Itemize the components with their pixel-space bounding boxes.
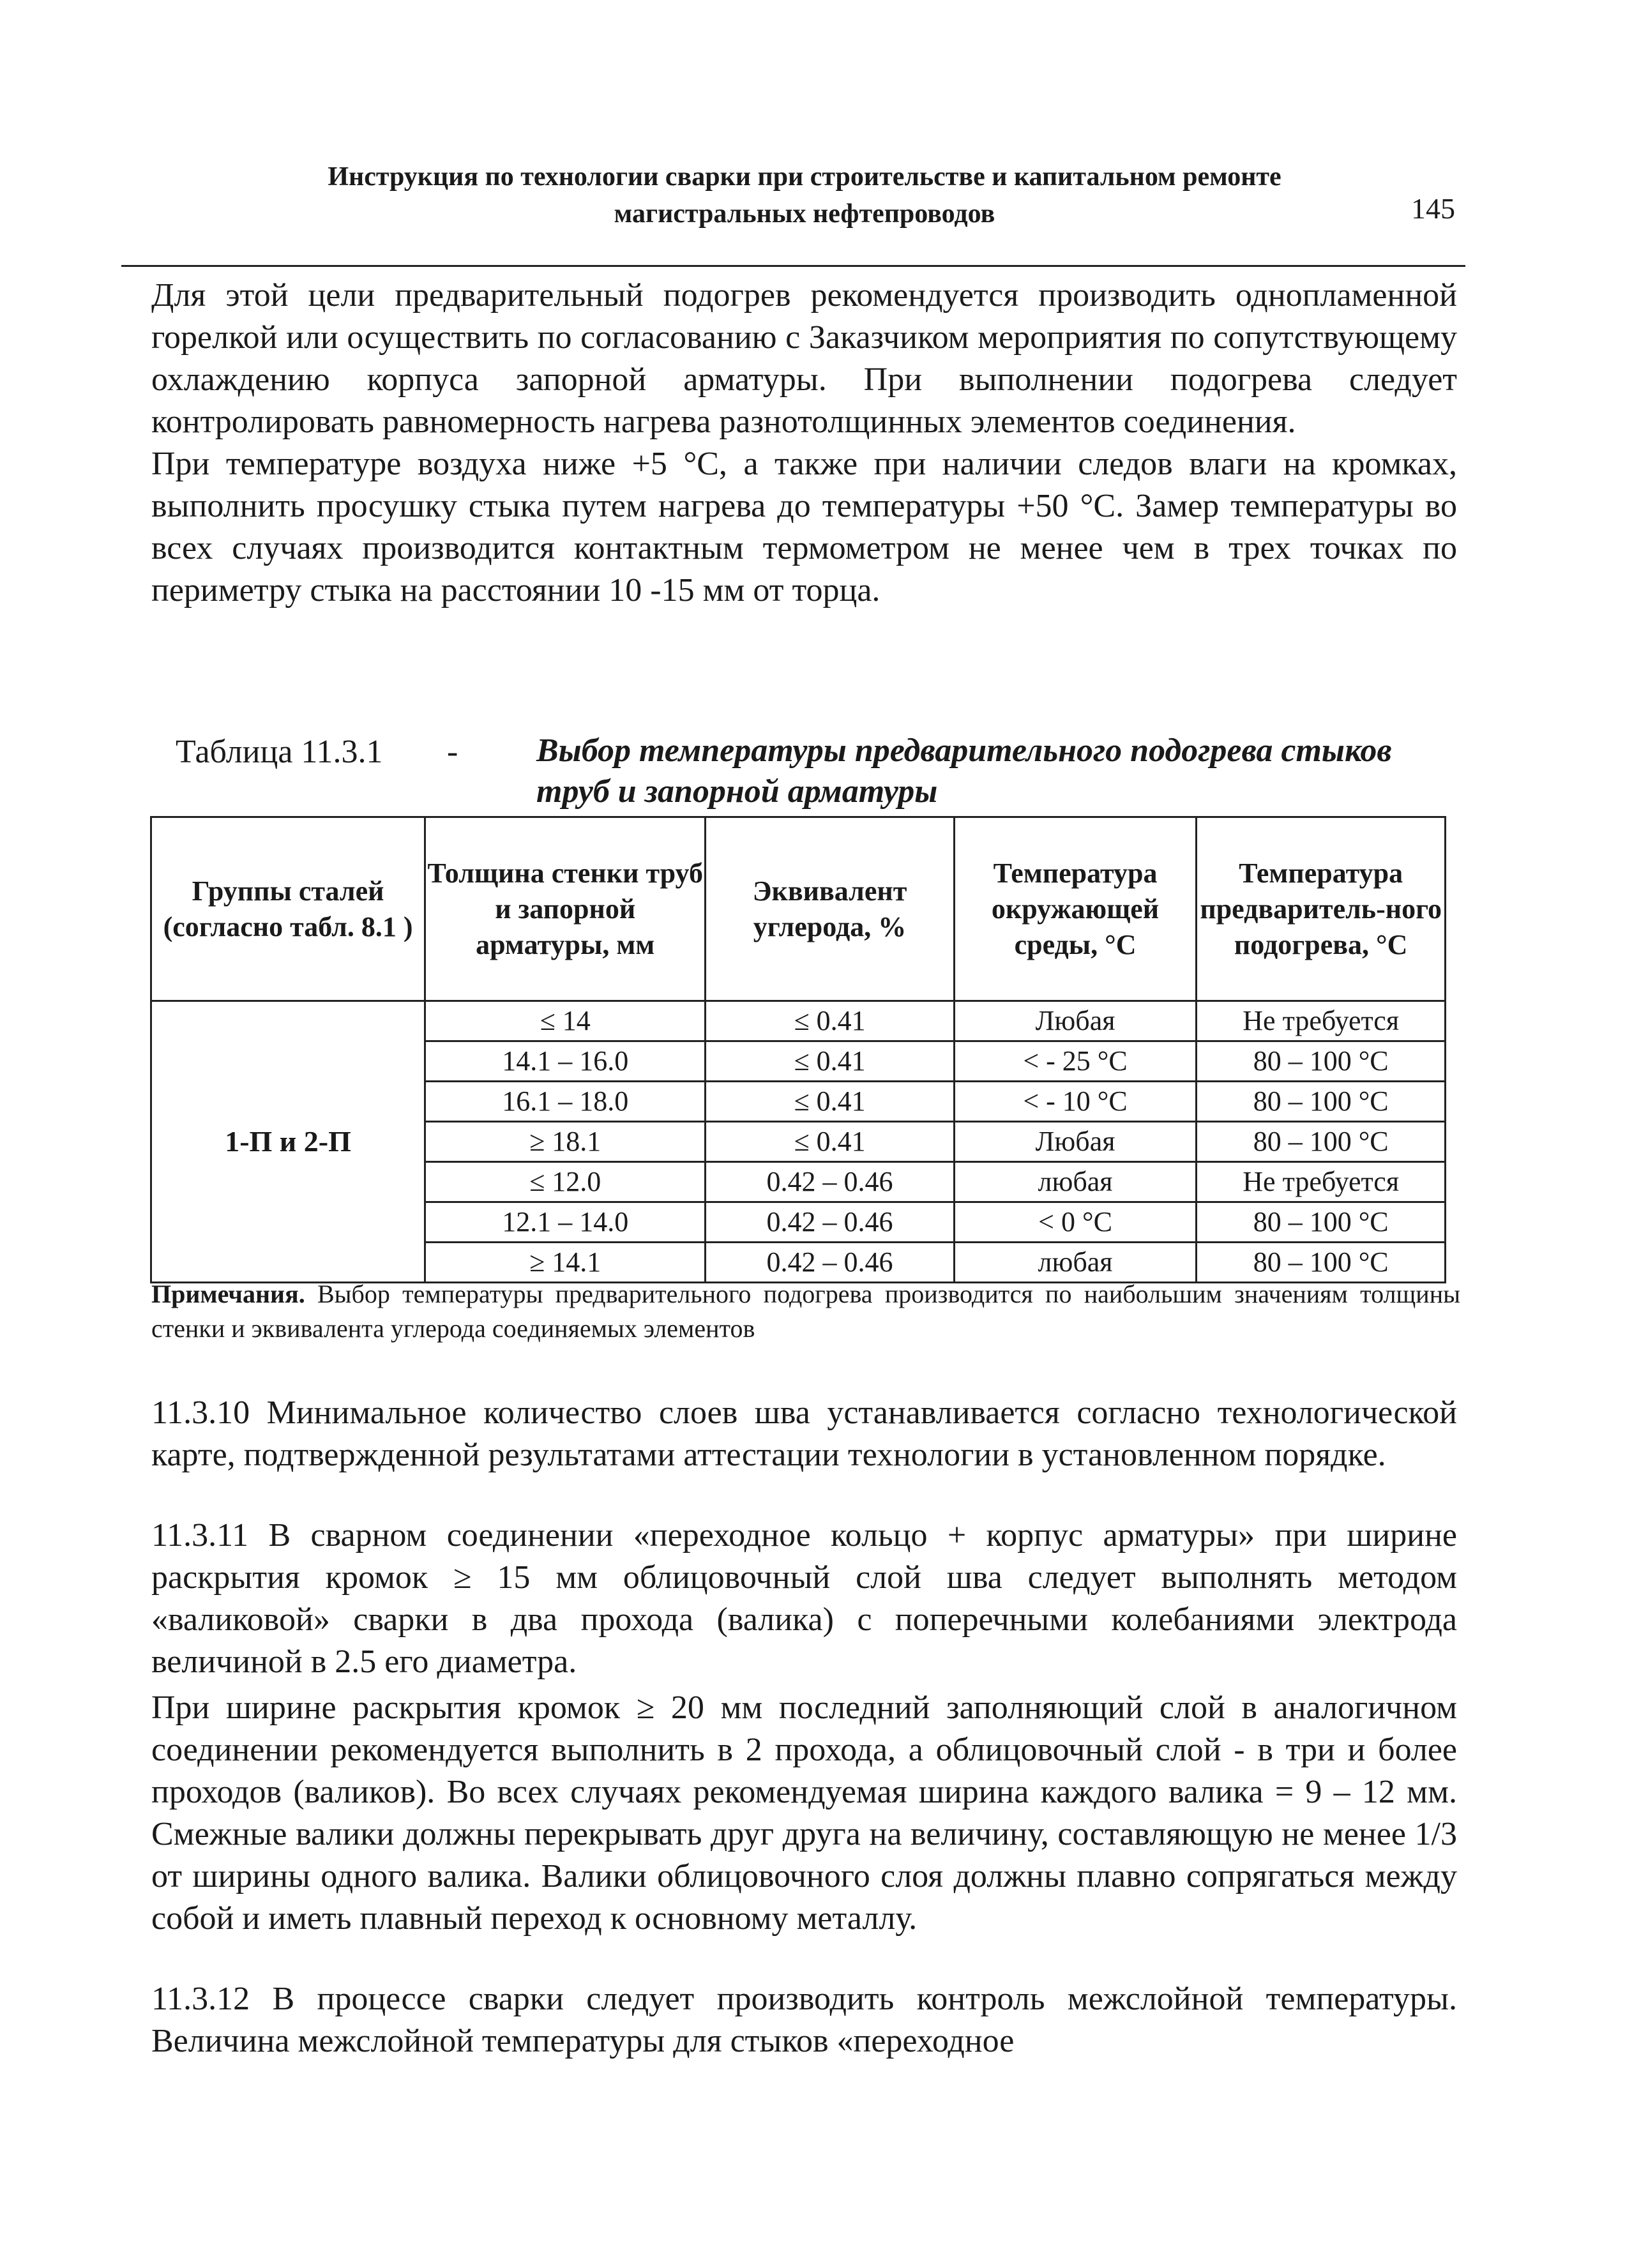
table-cell: ≤ 0.41: [706, 1122, 954, 1162]
paragraph-11-3-12: 11.3.12 В процессе сварки следует производить контроль межслойной температуры. Величина межслойной температуры для стыков «переходное: [151, 1981, 1457, 2059]
table-cell: ≤ 0.41: [706, 1041, 954, 1082]
table-cell: ≥ 18.1: [425, 1122, 706, 1162]
document-header: [153, 158, 1456, 232]
top-text-block: [151, 275, 1457, 612]
paragraph-drying: При температуре воздуха ниже +5 °С, а также при наличии следов влаги на кромках, выполнить просушку стыка путем нагрева до температуры +50 °С. Замер температуры во всех случаях производится контактным термометром не менее чем в трех точках по периметру стыка на расстоянии 10 -15 мм от торца.: [151, 446, 1457, 609]
table-cell: 14.1 – 16.0: [425, 1041, 706, 1082]
table-cell: Не требуется: [1197, 1001, 1446, 1041]
table-cell: Любая: [954, 1001, 1197, 1041]
header-title-line1: Инструкция по технологии сварки при строительстве и капитальном ремонте: [328, 162, 1281, 192]
header-carbon-equivalent: Эквивалент углерода, %: [706, 817, 954, 1001]
table-row: [151, 1001, 1446, 1041]
table-cell: 80 – 100 °С: [1197, 1082, 1446, 1122]
table-cell: ≤ 14: [425, 1001, 706, 1041]
paragraph-11-3-11: 11.3.11 В сварном соединении «переходное кольцо + корпус арматуры» при ширине раскрытия кромок ≥ 15 мм облицовочный слой шва следует выполнять методом «валиковой» сварки в два прохода (валика) с поперечными колебаниями электрода величиной в 2.5 его диаметра.: [151, 1517, 1457, 1680]
table-cell: ≤ 12.0: [425, 1162, 706, 1202]
table-cell: < - 10 °С: [954, 1082, 1197, 1122]
header-title-line2: магистральных нефтепроводов: [614, 199, 995, 229]
table-cell: 80 – 100 °С: [1197, 1243, 1446, 1283]
preheat-table: [150, 816, 1446, 1283]
table-title: Выбор температуры предварительного подогрева стыков труб и запорной арматуры: [536, 732, 1392, 810]
table-cell: ≥ 14.1: [425, 1243, 706, 1283]
table-cell: 80 – 100 °С: [1197, 1041, 1446, 1082]
table-label: Таблица 11.3.1: [176, 734, 383, 770]
table-cell: любая: [954, 1162, 1197, 1202]
table-cell: 0.42 – 0.46: [706, 1243, 954, 1283]
table-cell: ≤ 0.41: [706, 1082, 954, 1122]
table-cell: 16.1 – 18.0: [425, 1082, 706, 1122]
table-cell: 0.42 – 0.46: [706, 1202, 954, 1243]
table-cell: 0.42 – 0.46: [706, 1162, 954, 1202]
table-cell: Не требуется: [1197, 1162, 1446, 1202]
table-label-dash: -: [447, 734, 458, 770]
header-preheat-temperature: Температура предваритель-ного подогрева, °С: [1197, 817, 1446, 1001]
table-note: [151, 1277, 1460, 1346]
note-text: Выбор температуры предварительного подогрева производится по наибольшим значениям толщины стенки и эквивалента углерода соединяемых элементов: [151, 1280, 1460, 1343]
table-cell: любая: [954, 1243, 1197, 1283]
paragraph-wide-gap: При ширине раскрытия кромок ≥ 20 мм последний заполняющий слой в аналогичном соединении рекомендуется выполнить в 2 прохода, а облицовочный слой - в три и более проходов (валиков). Во всех случаях рекомендуемая ширина каждого валика = 9 – 12 мм. Смежные валики должны перекрывать друг друга на величину, составляющую не менее 1/3 от ширины одного валика. Валики облицовочного слоя должны плавно сопрягаться между собой и иметь плавный переход к основному металлу.: [151, 1690, 1457, 1937]
paragraph-11-3-10: 11.3.10 Минимальное количество слоев шва устанавливается согласно технологической карте, подтвержденной результатами аттестации технологии в установленном порядке.: [151, 1395, 1457, 1473]
steel-group-cell: 1-П и 2-П: [151, 1001, 425, 1283]
header-ambient-temperature: Температура окружающей среды, °С: [954, 817, 1197, 1001]
table-header-row: [151, 817, 1446, 1001]
table-cell: ≤ 0.41: [706, 1001, 954, 1041]
table-cell: < 0 °С: [954, 1202, 1197, 1243]
page-number: 145: [1411, 192, 1455, 225]
header-wall-thickness: Толщина стенки труб и запорной арматуры, мм: [425, 817, 706, 1001]
table-cell: < - 25 °С: [954, 1041, 1197, 1082]
header-steel-group: Группы сталей (согласно табл. 8.1 ): [151, 817, 425, 1001]
note-label: Примечания.: [151, 1280, 305, 1308]
table-cell: 12.1 – 14.0: [425, 1202, 706, 1243]
table-cell: Любая: [954, 1122, 1197, 1162]
header-divider: [121, 265, 1465, 267]
table-cell: 80 – 100 °С: [1197, 1202, 1446, 1243]
bottom-text-block: [151, 1392, 1457, 2062]
table-cell: 80 – 100 °С: [1197, 1122, 1446, 1162]
paragraph-preheat-method: Для этой цели предварительный подогрев рекомендуется производить однопламенной горелкой или осуществить по согласованию с Заказчиком мероприятия по сопутствующему охлаждению корпуса запорной арматуры. При выполнении подогрева следует контролировать равномерность нагрева разнотолщинных элементов соединения.: [151, 277, 1457, 440]
